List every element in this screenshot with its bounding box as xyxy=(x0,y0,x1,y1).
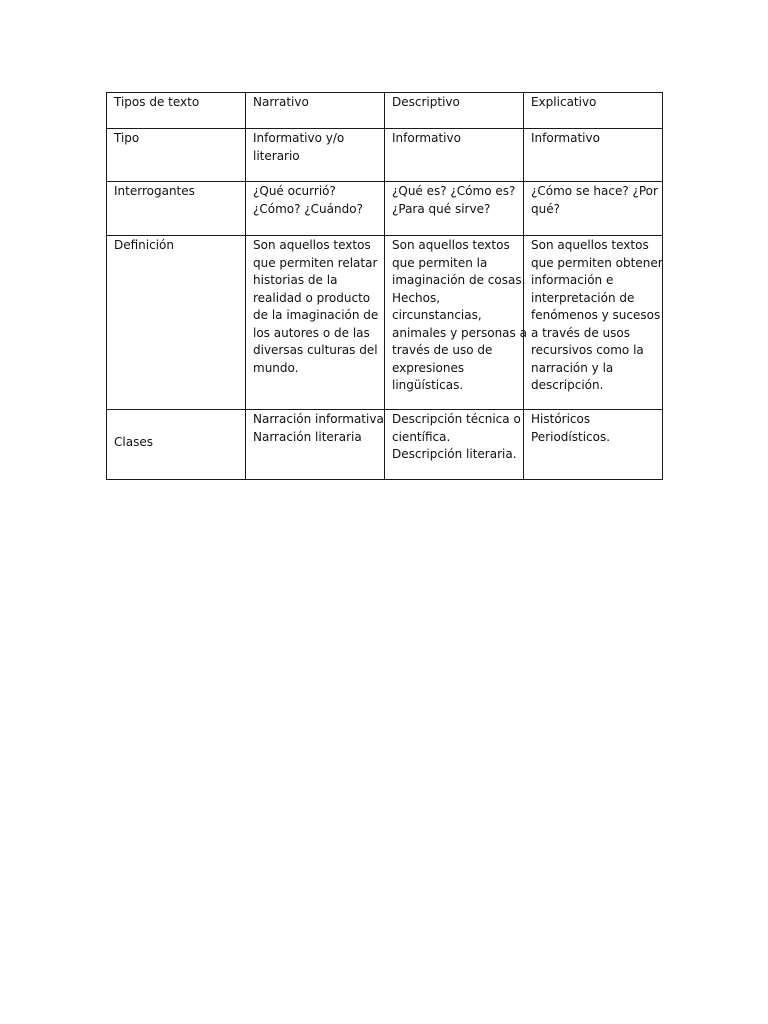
cell-line: Informativo xyxy=(392,131,461,145)
cell-line: ¿Qué es? ¿Cómo es? xyxy=(392,184,516,198)
header-cell-explicativo: Explicativo xyxy=(524,93,663,129)
cell-line: ¿Cómo? ¿Cuándo? xyxy=(253,201,363,216)
cell-line: qué? xyxy=(531,201,560,216)
cell-line: científica. xyxy=(392,429,451,444)
row-label-clases: Clases xyxy=(107,410,246,480)
cell-line: información e xyxy=(531,273,614,287)
cell-line: Hechos, xyxy=(392,290,441,305)
cell-tipo-narrativo xyxy=(246,129,385,182)
text-types-table xyxy=(106,92,663,480)
cell-line: expresiones xyxy=(392,360,465,375)
cell-tipo-descriptivo xyxy=(385,129,524,182)
cell-line: Son aquellos textos xyxy=(392,238,510,252)
header-cell-tipos-de-texto: Tipos de texto xyxy=(107,93,246,129)
cell-line: lingüísticas. xyxy=(392,378,464,392)
header-cell-descriptivo: Descriptivo xyxy=(385,93,524,129)
cell-tipo-explicativo xyxy=(524,129,663,182)
cell-line: Periodísticos. xyxy=(531,429,611,444)
cell-line: Narración literaria xyxy=(253,429,362,444)
table-row-clases xyxy=(107,410,663,480)
table-row-definicion xyxy=(107,236,663,410)
table-row-interrogantes xyxy=(107,182,663,236)
cell-line: realidad o producto xyxy=(253,290,371,305)
cell-line: Informativo y/o xyxy=(253,131,345,145)
cell-clases-descriptivo xyxy=(385,410,524,480)
cell-line: narración y la xyxy=(531,360,614,375)
cell-line: Son aquellos textos xyxy=(531,238,649,252)
cell-line: literario xyxy=(253,148,300,163)
cell-line: de la imaginación de xyxy=(253,308,379,322)
cell-line: ¿Qué ocurrió? xyxy=(253,184,336,198)
row-label-definicion: Definición xyxy=(107,236,246,410)
cell-line: mundo. xyxy=(253,360,299,375)
cell-line: fenómenos y sucesos xyxy=(531,308,661,322)
cell-interrogantes-descriptivo xyxy=(385,182,524,236)
cell-line: circunstancias, xyxy=(392,308,482,322)
header-cell-narrativo: Narrativo xyxy=(246,93,385,129)
cell-line: través de uso de xyxy=(392,343,493,357)
cell-line: Son aquellos textos xyxy=(253,238,371,252)
cell-definicion-narrativo xyxy=(246,236,385,410)
cell-line: los autores o de las xyxy=(253,325,370,340)
cell-clases-explicativo xyxy=(524,410,663,480)
cell-interrogantes-explicativo xyxy=(524,182,663,236)
table-header-row xyxy=(107,93,663,129)
table-row-tipo xyxy=(107,129,663,182)
cell-line: a través de usos xyxy=(531,325,630,340)
cell-line: historias de la xyxy=(253,273,338,287)
cell-clases-narrativo xyxy=(246,410,385,480)
cell-line: animales y personas a xyxy=(392,325,527,340)
cell-line: diversas culturas del xyxy=(253,343,378,357)
cell-line: recursivos como la xyxy=(531,343,644,357)
cell-line: ¿Para qué sirve? xyxy=(392,201,491,216)
cell-line: imaginación de cosas. xyxy=(392,273,526,287)
cell-line: interpretación de xyxy=(531,290,635,305)
row-label-interrogantes: Interrogantes xyxy=(107,182,246,236)
cell-line: Descripción técnica o xyxy=(392,412,521,426)
cell-line: Históricos xyxy=(531,412,591,426)
cell-definicion-descriptivo xyxy=(385,236,527,410)
cell-line: descripción. xyxy=(531,378,604,392)
cell-interrogantes-narrativo xyxy=(246,182,385,236)
row-label-tipo: Tipo xyxy=(107,129,246,182)
cell-definicion-explicativo xyxy=(524,236,663,410)
cell-line: Informativo xyxy=(531,131,600,145)
cell-line: Narración informativa xyxy=(253,412,384,426)
cell-line: Descripción literaria. xyxy=(392,447,517,461)
cell-line: ¿Cómo se hace? ¿Por xyxy=(531,184,658,198)
cell-line: que permiten relatar xyxy=(253,255,378,270)
cell-line: que permiten la xyxy=(392,255,488,270)
cell-line: que permiten obtener xyxy=(531,255,663,270)
